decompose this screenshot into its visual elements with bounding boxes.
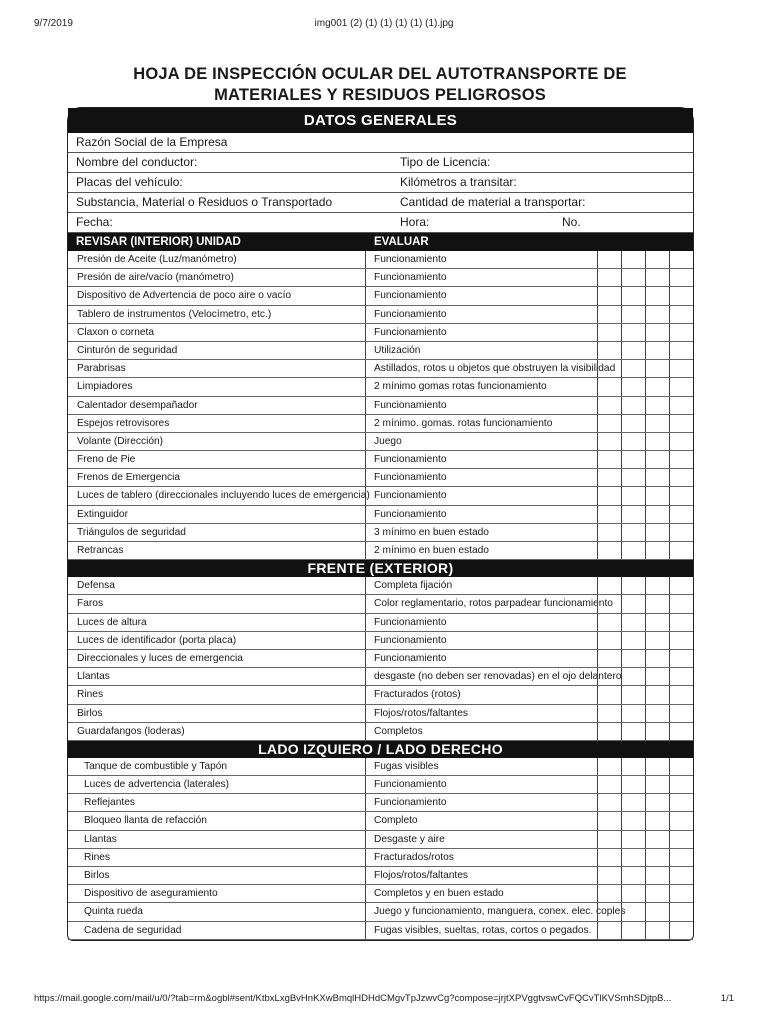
check-box[interactable] bbox=[597, 922, 621, 939]
checklist-row bbox=[68, 469, 693, 487]
check-box[interactable] bbox=[645, 705, 669, 722]
evaluation-criterion: Funcionamiento bbox=[374, 797, 447, 809]
checklist-row bbox=[68, 812, 693, 830]
inspection-item: Rines bbox=[68, 686, 366, 703]
checklist-row bbox=[68, 269, 693, 287]
check-box[interactable] bbox=[669, 632, 693, 649]
check-box[interactable] bbox=[669, 922, 693, 939]
check-box[interactable] bbox=[669, 650, 693, 667]
evaluation-criterion: Funcionamiento bbox=[374, 272, 447, 284]
check-box[interactable] bbox=[597, 849, 621, 866]
check-box[interactable] bbox=[597, 668, 621, 685]
check-box[interactable] bbox=[645, 524, 669, 541]
checklist-row bbox=[68, 686, 693, 704]
evaluation-criterion: Fugas visibles, sueltas, rotas, cortos o pegados. bbox=[374, 924, 592, 936]
check-box[interactable] bbox=[621, 849, 645, 866]
inspection-item: Direccionales y luces de emergencia bbox=[68, 650, 366, 667]
checklist-row bbox=[68, 577, 693, 595]
check-box[interactable] bbox=[597, 306, 621, 323]
inspection-item: Volante (Dirección) bbox=[68, 433, 366, 450]
check-box[interactable] bbox=[645, 306, 669, 323]
check-box[interactable] bbox=[669, 849, 693, 866]
inspection-item: Dispositivo de Advertencia de poco aire o vacío bbox=[68, 287, 366, 304]
check-box[interactable] bbox=[645, 360, 669, 377]
inspection-item: Presión de Aceite (Luz/manómetro) bbox=[68, 251, 366, 268]
check-box[interactable] bbox=[597, 451, 621, 468]
check-box[interactable] bbox=[669, 577, 693, 594]
check-box[interactable] bbox=[597, 524, 621, 541]
check-box[interactable] bbox=[645, 794, 669, 811]
check-box[interactable] bbox=[645, 251, 669, 268]
check-box[interactable] bbox=[669, 469, 693, 486]
inspection-item: Frenos de Emergencia bbox=[68, 469, 366, 486]
check-box[interactable] bbox=[621, 378, 645, 395]
checklist-row bbox=[68, 705, 693, 723]
check-box[interactable] bbox=[597, 794, 621, 811]
inspection-item: Freno de Pie bbox=[68, 451, 366, 468]
check-box[interactable] bbox=[597, 650, 621, 667]
check-box[interactable] bbox=[597, 378, 621, 395]
inspection-item: Extinguidor bbox=[68, 506, 366, 523]
checklist-row bbox=[68, 251, 693, 269]
document-title bbox=[100, 64, 660, 106]
check-box[interactable] bbox=[621, 342, 645, 359]
check-box[interactable] bbox=[597, 487, 621, 504]
check-box[interactable] bbox=[621, 794, 645, 811]
check-box[interactable] bbox=[669, 614, 693, 631]
inspection-item: Tanque de combustible y Tapón bbox=[68, 758, 366, 775]
front-exterior-heading: FRENTE (EXTERIOR) bbox=[68, 560, 693, 577]
inspection-item: Birlos bbox=[68, 705, 366, 722]
check-box[interactable] bbox=[669, 269, 693, 286]
check-box[interactable] bbox=[597, 776, 621, 793]
check-box[interactable] bbox=[597, 577, 621, 594]
inspection-item: Reflejantes bbox=[68, 794, 366, 811]
inspection-item: Retrancas bbox=[68, 542, 366, 559]
check-box[interactable] bbox=[645, 433, 669, 450]
check-box[interactable] bbox=[669, 324, 693, 341]
evaluation-criterion: Flojos/rotos/faltantes bbox=[374, 870, 468, 881]
check-box[interactable] bbox=[669, 668, 693, 685]
inspection-item: Llantas bbox=[68, 668, 366, 685]
evaluation-criterion: Funcionamiento bbox=[374, 454, 447, 466]
sides-heading: LADO IZQUIERO / LADO DERECHO bbox=[68, 741, 693, 758]
check-box[interactable] bbox=[597, 758, 621, 775]
evaluate-heading: EVALUAR bbox=[374, 236, 429, 248]
general-field-label: Nombre del conductor: bbox=[76, 155, 198, 169]
evaluation-criterion: Astillados, rotos u objetos que obstruyen la visibilidad bbox=[374, 363, 616, 375]
check-box[interactable] bbox=[621, 758, 645, 775]
evaluation-criterion: Funcionamiento bbox=[374, 254, 447, 265]
check-box[interactable] bbox=[669, 794, 693, 811]
check-box[interactable] bbox=[645, 632, 669, 649]
check-box[interactable] bbox=[621, 360, 645, 377]
check-box[interactable] bbox=[597, 287, 621, 304]
inspection-item: Luces de identificador (porta placa) bbox=[68, 632, 366, 649]
check-box[interactable] bbox=[621, 542, 645, 559]
check-box[interactable] bbox=[645, 831, 669, 848]
check-box[interactable] bbox=[645, 378, 669, 395]
inspection-item: Cinturón de seguridad bbox=[68, 342, 366, 359]
check-box[interactable] bbox=[621, 487, 645, 504]
check-box[interactable] bbox=[597, 595, 621, 612]
evaluation-criterion: Desgaste y aire bbox=[374, 833, 445, 845]
check-box[interactable] bbox=[645, 922, 669, 939]
check-box[interactable] bbox=[669, 758, 693, 775]
check-box[interactable] bbox=[621, 595, 645, 612]
check-box[interactable] bbox=[669, 524, 693, 541]
print-footer bbox=[34, 993, 734, 1007]
general-data-row bbox=[68, 193, 693, 213]
evaluation-criterion: Funcionamiento bbox=[374, 472, 447, 484]
inspection-form bbox=[67, 107, 694, 941]
inspection-item: Espejos retrovisores bbox=[68, 415, 366, 432]
evaluation-criterion: Funcionamiento bbox=[374, 290, 447, 302]
check-box[interactable] bbox=[597, 885, 621, 902]
check-box[interactable] bbox=[669, 542, 693, 559]
evaluation-criterion: Funcionamiento bbox=[374, 490, 447, 502]
print-page-number: 1/1 bbox=[720, 993, 734, 1004]
inspection-item: Luces de advertencia (laterales) bbox=[68, 776, 366, 793]
inspection-item: Limpiadores bbox=[68, 378, 366, 395]
check-box[interactable] bbox=[621, 524, 645, 541]
check-box[interactable] bbox=[621, 885, 645, 902]
check-box[interactable] bbox=[621, 867, 645, 884]
checklist-row bbox=[68, 614, 693, 632]
check-box[interactable] bbox=[645, 342, 669, 359]
check-box[interactable] bbox=[669, 705, 693, 722]
checklist-row bbox=[68, 487, 693, 505]
check-box[interactable] bbox=[669, 831, 693, 848]
checklist-row bbox=[68, 378, 693, 396]
print-date: 9/7/2019 bbox=[34, 18, 73, 29]
evaluation-criterion: Juego y funcionamiento, manguera, conex. elec. coples bbox=[374, 906, 626, 918]
general-field-label-right: Hora: bbox=[400, 215, 430, 229]
evaluation-criterion: desgaste (no deben ser renovadas) en el ojo delantero bbox=[374, 671, 622, 683]
check-box[interactable] bbox=[597, 342, 621, 359]
check-box[interactable] bbox=[669, 867, 693, 884]
general-data-row bbox=[68, 173, 693, 193]
evaluation-criterion: Color reglamentario, rotos parpadear funcionamiento bbox=[374, 598, 613, 610]
check-box[interactable] bbox=[597, 397, 621, 414]
check-box[interactable] bbox=[669, 287, 693, 304]
evaluation-criterion: 2 mínimo en buen estado bbox=[374, 545, 489, 556]
check-box[interactable] bbox=[597, 415, 621, 432]
check-box[interactable] bbox=[621, 433, 645, 450]
check-box[interactable] bbox=[645, 397, 669, 414]
inspection-item: Faros bbox=[68, 595, 366, 612]
check-box[interactable] bbox=[645, 812, 669, 829]
inspection-item: Llantas bbox=[68, 831, 366, 848]
check-box[interactable] bbox=[645, 668, 669, 685]
general-data-row bbox=[68, 213, 693, 233]
checklist-row bbox=[68, 287, 693, 305]
check-box[interactable] bbox=[621, 451, 645, 468]
check-box[interactable] bbox=[597, 433, 621, 450]
inspection-item: Calentador desempañador bbox=[68, 397, 366, 414]
checklist-row bbox=[68, 433, 693, 451]
check-box[interactable] bbox=[597, 360, 621, 377]
check-box[interactable] bbox=[621, 776, 645, 793]
general-field-label: Razón Social de la Empresa bbox=[76, 135, 228, 149]
inspection-item: Rines bbox=[68, 849, 366, 866]
check-box[interactable] bbox=[645, 614, 669, 631]
check-box[interactable] bbox=[669, 397, 693, 414]
check-box[interactable] bbox=[621, 324, 645, 341]
check-box[interactable] bbox=[621, 506, 645, 523]
check-box[interactable] bbox=[597, 251, 621, 268]
check-box[interactable] bbox=[621, 269, 645, 286]
evaluation-criterion: Funcionamiento bbox=[374, 634, 447, 646]
evaluation-criterion: Funcionamiento bbox=[374, 508, 447, 520]
general-field-number-label: No. bbox=[562, 215, 581, 229]
check-box[interactable] bbox=[621, 415, 645, 432]
general-data-row bbox=[68, 133, 693, 153]
general-field-label: Fecha: bbox=[76, 215, 113, 229]
evaluation-criterion: Funcionamiento bbox=[374, 308, 447, 320]
inspection-item: Claxon o corneta bbox=[68, 324, 366, 341]
evaluation-criterion: Funcionamiento bbox=[374, 616, 447, 628]
check-box[interactable] bbox=[597, 632, 621, 649]
check-box[interactable] bbox=[597, 867, 621, 884]
interior-section bbox=[68, 251, 693, 560]
evaluation-criterion: Funcionamiento bbox=[374, 326, 447, 338]
evaluation-criterion: Utilización bbox=[374, 344, 421, 356]
front-section bbox=[68, 577, 693, 741]
check-box[interactable] bbox=[669, 506, 693, 523]
evaluation-criterion: 2 mínimo. gomas. rotas funcionamiento bbox=[374, 417, 553, 429]
check-box[interactable] bbox=[597, 269, 621, 286]
general-field-label-right: Tipo de Licencia: bbox=[400, 155, 491, 169]
check-box[interactable] bbox=[669, 306, 693, 323]
check-box[interactable] bbox=[621, 650, 645, 667]
check-box[interactable] bbox=[645, 595, 669, 612]
check-box[interactable] bbox=[621, 632, 645, 649]
check-box[interactable] bbox=[621, 397, 645, 414]
inspection-item: Luces de altura bbox=[68, 614, 366, 631]
print-url: https://mail.google.com/mail/u/0/?tab=rm&ogbl#sent/KtbxLxgBvHnKXwBmqlHDHdCMgvTpJzwvCg?compose=jrjtXPVggtvswCvFQCvTlKVSmhSDjtpB... bbox=[34, 993, 672, 1004]
inspection-item: Guardafangos (loderas) bbox=[68, 723, 366, 740]
check-box[interactable] bbox=[669, 686, 693, 703]
title-line-2: MATERIALES Y RESIDUOS PELIGROSOS bbox=[214, 86, 546, 104]
check-box[interactable] bbox=[645, 577, 669, 594]
check-box[interactable] bbox=[621, 705, 645, 722]
check-box[interactable] bbox=[621, 251, 645, 268]
inspection-item: Triángulos de seguridad bbox=[68, 524, 366, 541]
checklist-row bbox=[68, 922, 693, 940]
check-box[interactable] bbox=[597, 614, 621, 631]
check-box[interactable] bbox=[645, 542, 669, 559]
check-box[interactable] bbox=[669, 595, 693, 612]
check-box[interactable] bbox=[597, 723, 621, 740]
evaluation-criterion: Fugas visibles bbox=[374, 760, 439, 772]
checklist-row bbox=[68, 885, 693, 903]
check-box[interactable] bbox=[645, 451, 669, 468]
checklist-row bbox=[68, 506, 693, 524]
check-box[interactable] bbox=[597, 469, 621, 486]
checklist-row bbox=[68, 632, 693, 650]
general-field-label: Placas del vehículo: bbox=[76, 175, 183, 189]
check-box[interactable] bbox=[621, 723, 645, 740]
checklist-row bbox=[68, 415, 693, 433]
check-box[interactable] bbox=[669, 903, 693, 920]
checklist-row bbox=[68, 831, 693, 849]
check-box[interactable] bbox=[645, 269, 669, 286]
inspection-item: Quinta rueda bbox=[68, 903, 366, 920]
inspection-item: Tablero de instrumentos (Velocímetro, etc.) bbox=[68, 306, 366, 323]
check-box[interactable] bbox=[645, 287, 669, 304]
check-box[interactable] bbox=[669, 251, 693, 268]
check-box[interactable] bbox=[669, 812, 693, 829]
check-box[interactable] bbox=[645, 776, 669, 793]
checklist-row bbox=[68, 397, 693, 415]
evaluation-criterion: Fracturados (rotos) bbox=[374, 689, 461, 701]
inspection-item: Parabrisas bbox=[68, 360, 366, 377]
general-field-label-right: Kilómetros a transitar: bbox=[400, 175, 517, 189]
inspection-item: Birlos bbox=[68, 867, 366, 884]
check-box[interactable] bbox=[597, 831, 621, 848]
inspection-item: Dispositivo de aseguramiento bbox=[68, 885, 366, 902]
evaluation-criterion: Flojos/rotos/faltantes bbox=[374, 707, 468, 719]
checklist-row bbox=[68, 524, 693, 542]
check-box[interactable] bbox=[669, 433, 693, 450]
print-header bbox=[34, 18, 734, 32]
check-box[interactable] bbox=[669, 776, 693, 793]
check-box[interactable] bbox=[645, 469, 669, 486]
check-box[interactable] bbox=[621, 686, 645, 703]
check-box[interactable] bbox=[645, 723, 669, 740]
check-box[interactable] bbox=[669, 342, 693, 359]
inspection-item: Presión de aire/vacío (manómetro) bbox=[68, 269, 366, 286]
inspection-item: Cadena de seguridad bbox=[68, 922, 366, 939]
check-box[interactable] bbox=[621, 577, 645, 594]
check-box[interactable] bbox=[669, 360, 693, 377]
checklist-row bbox=[68, 306, 693, 324]
checklist-row bbox=[68, 668, 693, 686]
check-box[interactable] bbox=[597, 903, 621, 920]
check-box[interactable] bbox=[645, 867, 669, 884]
evaluation-criterion: 3 mínimo en buen estado bbox=[374, 526, 489, 538]
check-box[interactable] bbox=[669, 415, 693, 432]
check-box[interactable] bbox=[621, 469, 645, 486]
check-box[interactable] bbox=[597, 324, 621, 341]
title-line-1: HOJA DE INSPECCIÓN OCULAR DEL AUTOTRANSPORTE DE bbox=[133, 65, 627, 83]
evaluation-criterion: Completos y en buen estado bbox=[374, 888, 504, 900]
check-box[interactable] bbox=[645, 415, 669, 432]
checklist-row bbox=[68, 542, 693, 560]
evaluation-criterion: Funcionamiento bbox=[374, 779, 447, 791]
checklist-row bbox=[68, 867, 693, 885]
interior-heading: REVISAR (INTERIOR) UNIDAD bbox=[76, 236, 241, 248]
evaluation-criterion: Juego bbox=[374, 435, 402, 447]
checklist-row bbox=[68, 794, 693, 812]
evaluation-criterion: Fracturados/rotos bbox=[374, 851, 454, 863]
check-box[interactable] bbox=[669, 885, 693, 902]
check-box[interactable] bbox=[645, 487, 669, 504]
general-data-section bbox=[68, 133, 693, 233]
check-box[interactable] bbox=[645, 885, 669, 902]
evaluation-criterion: 2 mínimo gomas rotas funcionamiento bbox=[374, 381, 547, 393]
sides-section bbox=[68, 758, 693, 940]
check-box[interactable] bbox=[621, 306, 645, 323]
checklist-row bbox=[68, 360, 693, 378]
check-box[interactable] bbox=[621, 903, 645, 920]
check-box[interactable] bbox=[669, 723, 693, 740]
check-box[interactable] bbox=[645, 686, 669, 703]
checklist-row bbox=[68, 595, 693, 613]
checklist-row bbox=[68, 776, 693, 794]
checklist-row bbox=[68, 324, 693, 342]
check-box[interactable] bbox=[621, 812, 645, 829]
check-box[interactable] bbox=[597, 542, 621, 559]
evaluation-criterion: Funcionamiento bbox=[374, 652, 447, 664]
general-field-label-right: Cantidad de material a transportar: bbox=[400, 195, 586, 209]
check-box[interactable] bbox=[669, 378, 693, 395]
checklist-row bbox=[68, 342, 693, 360]
evaluation-criterion: Completos bbox=[374, 725, 423, 737]
check-box[interactable] bbox=[645, 903, 669, 920]
check-box[interactable] bbox=[621, 614, 645, 631]
check-box[interactable] bbox=[669, 487, 693, 504]
general-data-row bbox=[68, 153, 693, 173]
general-field-label: Substancia, Material o Residuos o Transportado bbox=[76, 195, 333, 209]
checklist-row bbox=[68, 903, 693, 921]
evaluation-criterion: Completo bbox=[374, 815, 418, 827]
check-box[interactable] bbox=[621, 831, 645, 848]
check-box[interactable] bbox=[621, 922, 645, 939]
check-box[interactable] bbox=[645, 324, 669, 341]
check-box[interactable] bbox=[645, 758, 669, 775]
inspection-item: Bloqueo llanta de refacción bbox=[68, 812, 366, 829]
checklist-row bbox=[68, 451, 693, 469]
interior-heading-bar bbox=[68, 233, 693, 251]
inspection-item: Luces de tablero (direccionales incluyendo luces de emergencia) bbox=[68, 487, 366, 504]
checklist-row bbox=[68, 650, 693, 668]
print-filename: img001 (2) (1) (1) (1) (1) (1).jpg bbox=[314, 18, 454, 29]
check-box[interactable] bbox=[645, 506, 669, 523]
evaluation-criterion: Completa fijación bbox=[374, 580, 453, 592]
check-box[interactable] bbox=[645, 650, 669, 667]
checklist-row bbox=[68, 849, 693, 867]
checklist-row bbox=[68, 758, 693, 776]
check-box[interactable] bbox=[597, 705, 621, 722]
check-box[interactable] bbox=[621, 668, 645, 685]
evaluation-criterion: Funcionamiento bbox=[374, 399, 447, 411]
check-box[interactable] bbox=[597, 506, 621, 523]
general-data-heading: DATOS GENERALES bbox=[68, 108, 693, 133]
checklist-row bbox=[68, 723, 693, 741]
check-box[interactable] bbox=[597, 686, 621, 703]
inspection-item: Defensa bbox=[68, 577, 366, 594]
check-box[interactable] bbox=[597, 812, 621, 829]
check-box[interactable] bbox=[645, 849, 669, 866]
check-box[interactable] bbox=[669, 451, 693, 468]
check-box[interactable] bbox=[621, 287, 645, 304]
